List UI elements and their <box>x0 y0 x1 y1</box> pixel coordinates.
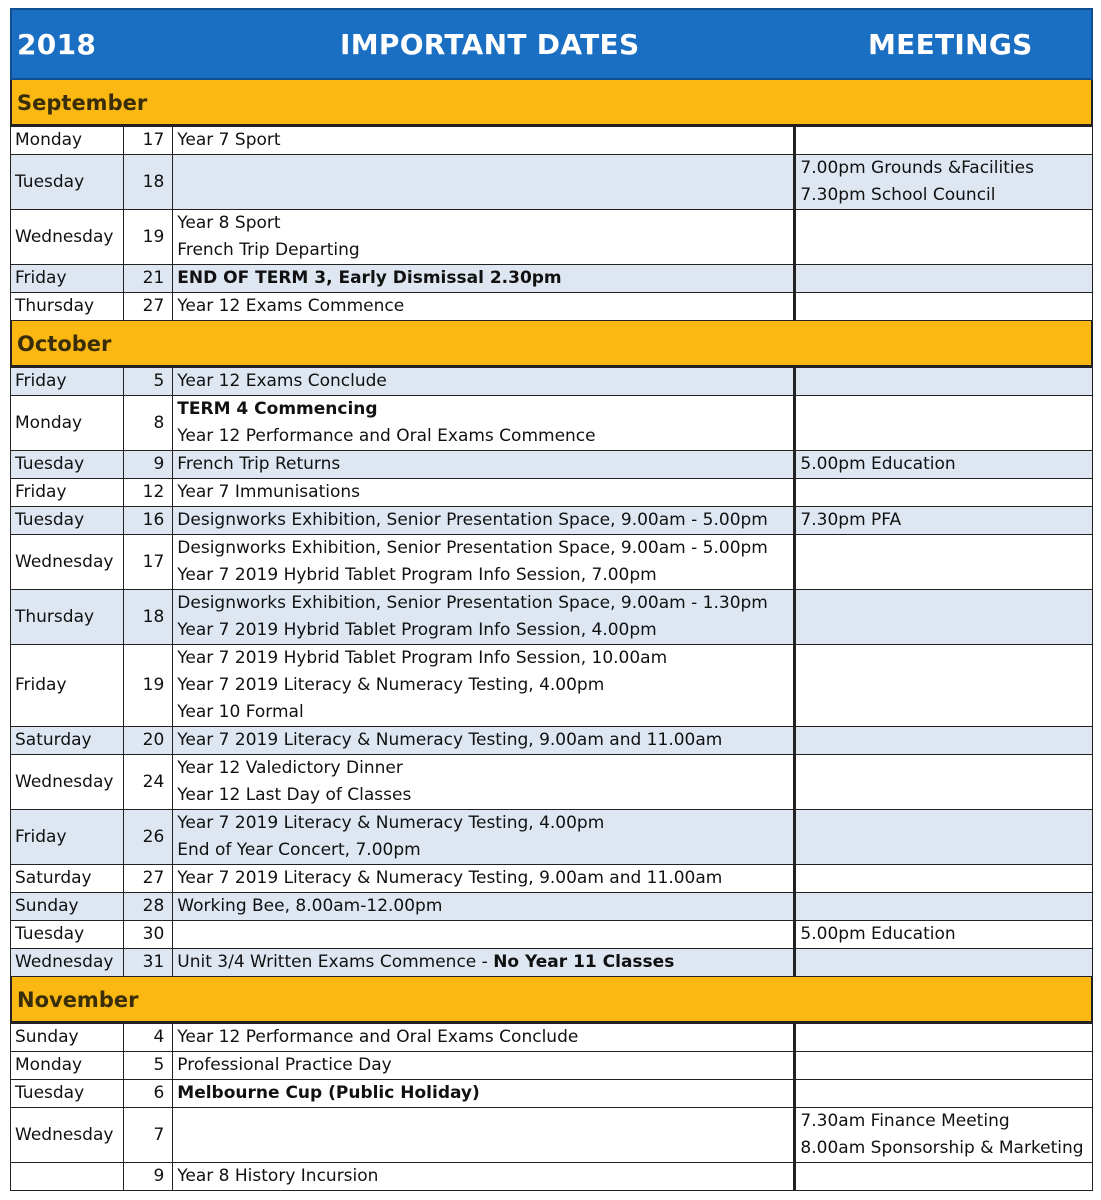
event-line: Year 7 Sport <box>177 130 281 150</box>
event-line: French Trip Departing <box>177 240 360 260</box>
event-line: Year 7 2019 Hybrid Tablet Program Info Session, 10.00am <box>177 648 668 668</box>
table-row <box>11 535 1093 590</box>
day-cell: Thursday <box>11 590 124 645</box>
meetings-cell <box>795 535 1093 590</box>
date-cell: 30 <box>124 921 173 949</box>
event-text-bold: No Year 11 Classes <box>493 952 675 972</box>
month-label: November <box>17 988 139 1012</box>
date-cell: 27 <box>124 865 173 893</box>
event-line: Year 8 History Incursion <box>177 1166 379 1186</box>
meetings-cell <box>795 479 1093 507</box>
meetings-cell <box>795 1163 1093 1191</box>
event-line: Year 12 Last Day of Classes <box>177 785 412 805</box>
events-cell <box>173 396 795 451</box>
table-row <box>11 949 1093 977</box>
meetings-cell <box>795 590 1093 645</box>
table-row <box>11 865 1093 893</box>
day-cell: Saturday <box>11 727 124 755</box>
meetings-cell <box>795 1108 1093 1163</box>
event-line: Year 12 Exams Conclude <box>177 371 387 391</box>
event-line: Designworks Exhibition, Senior Presentation Space, 9.00am - 5.00pm <box>177 510 768 530</box>
event-line <box>177 949 789 976</box>
day-cell: Friday <box>11 479 124 507</box>
date-cell: 17 <box>124 127 173 155</box>
meetings-cell <box>795 645 1093 727</box>
table-row <box>11 127 1093 155</box>
date-cell: 16 <box>124 507 173 535</box>
event-line: Designworks Exhibition, Senior Presentation Space, 9.00am - 5.00pm <box>177 538 768 558</box>
events-cell <box>173 1024 795 1052</box>
date-cell: 7 <box>124 1108 173 1163</box>
event-line: Year 7 2019 Literacy & Numeracy Testing, 4.00pm <box>177 813 605 833</box>
event-line: Year 12 Performance and Oral Exams Conclude <box>177 1027 579 1047</box>
events-cell <box>173 507 795 535</box>
date-cell: 19 <box>124 210 173 265</box>
date-cell: 8 <box>124 396 173 451</box>
table-row <box>11 590 1093 645</box>
day-cell: Friday <box>11 810 124 865</box>
day-cell: Monday <box>11 127 124 155</box>
meetings-cell <box>795 368 1093 396</box>
table-row <box>11 645 1093 727</box>
event-line: End of Year Concert, 7.00pm <box>177 840 421 860</box>
events-cell <box>173 535 795 590</box>
day-cell: Friday <box>11 645 124 727</box>
meetings-cell <box>795 949 1093 977</box>
day-cell: Tuesday <box>11 921 124 949</box>
event-line: Year 7 2019 Literacy & Numeracy Testing, 9.00am and 11.00am <box>177 868 723 888</box>
day-cell: Tuesday <box>11 155 124 210</box>
month-label: October <box>17 332 112 356</box>
table-row <box>11 155 1093 210</box>
meeting-line: 7.00pm Grounds &Facilities <box>800 158 1034 178</box>
meeting-line: 5.00pm Education <box>800 924 956 944</box>
month-table-september <box>10 126 1093 321</box>
day-cell: Sunday <box>11 893 124 921</box>
date-cell: 19 <box>124 645 173 727</box>
day-cell: Wednesday <box>11 210 124 265</box>
table-row <box>11 396 1093 451</box>
table-row <box>11 507 1093 535</box>
meetings-cell <box>795 265 1093 293</box>
table-row <box>11 727 1093 755</box>
day-cell: Friday <box>11 368 124 396</box>
event-text: Unit 3/4 Written Exams Commence - <box>177 952 494 972</box>
table-row <box>11 893 1093 921</box>
events-cell <box>173 155 795 210</box>
events-cell <box>173 1052 795 1080</box>
date-cell: 6 <box>124 1080 173 1108</box>
table-row <box>11 1108 1093 1163</box>
event-line: Year 7 2019 Literacy & Numeracy Testing, 9.00am and 11.00am <box>177 730 723 750</box>
day-cell <box>11 1163 124 1191</box>
table-row <box>11 1080 1093 1108</box>
table-row <box>11 479 1093 507</box>
event-line: Designworks Exhibition, Senior Presentation Space, 9.00am - 1.30pm <box>177 593 768 613</box>
table-row <box>11 265 1093 293</box>
event-line: Year 7 2019 Hybrid Tablet Program Info Session, 4.00pm <box>177 620 657 640</box>
day-cell: Tuesday <box>11 451 124 479</box>
meeting-line: 7.30pm School Council <box>800 185 996 205</box>
meetings-cell <box>795 921 1093 949</box>
meetings-cell <box>795 810 1093 865</box>
events-cell <box>173 1163 795 1191</box>
day-cell: Tuesday <box>11 1080 124 1108</box>
event-line: Year 8 Sport <box>177 213 281 233</box>
events-cell <box>173 810 795 865</box>
events-cell <box>173 949 795 977</box>
table-row <box>11 1163 1093 1191</box>
events-cell <box>173 865 795 893</box>
date-cell: 12 <box>124 479 173 507</box>
table-row <box>11 1024 1093 1052</box>
day-cell: Wednesday <box>11 1108 124 1163</box>
event-line: Professional Practice Day <box>177 1055 392 1075</box>
event-line: Year 12 Performance and Oral Exams Commence <box>177 426 596 446</box>
meetings-cell <box>795 1080 1093 1108</box>
events-cell <box>173 921 795 949</box>
date-cell: 9 <box>124 1163 173 1191</box>
day-cell: Sunday <box>11 1024 124 1052</box>
date-cell: 17 <box>124 535 173 590</box>
month-header-september <box>10 80 1093 126</box>
table-row <box>11 293 1093 321</box>
date-cell: 20 <box>124 727 173 755</box>
date-cell: 9 <box>124 451 173 479</box>
important-dates-heading: IMPORTANT DATES <box>340 28 640 61</box>
meetings-cell <box>795 865 1093 893</box>
month-table-october <box>10 367 1093 977</box>
date-cell: 24 <box>124 755 173 810</box>
event-line: TERM 4 Commencing <box>177 399 378 419</box>
events-cell <box>173 368 795 396</box>
events-cell <box>173 1108 795 1163</box>
day-cell: Friday <box>11 265 124 293</box>
day-cell: Wednesday <box>11 535 124 590</box>
date-cell: 26 <box>124 810 173 865</box>
table-row <box>11 810 1093 865</box>
meetings-cell <box>795 155 1093 210</box>
event-line: Year 10 Formal <box>177 702 304 722</box>
date-cell: 28 <box>124 893 173 921</box>
meetings-cell <box>795 1024 1093 1052</box>
date-cell: 27 <box>124 293 173 321</box>
events-cell <box>173 479 795 507</box>
meetings-heading: MEETINGS <box>868 28 1033 61</box>
meetings-cell <box>795 127 1093 155</box>
meeting-line: 8.00am Sponsorship & Marketing <box>800 1138 1084 1158</box>
year-heading: 2018 <box>17 28 97 61</box>
table-row <box>11 451 1093 479</box>
meetings-cell <box>795 1052 1093 1080</box>
meetings-cell <box>795 396 1093 451</box>
event-line: Year 7 2019 Hybrid Tablet Program Info Session, 7.00pm <box>177 565 657 585</box>
meetings-cell <box>795 755 1093 810</box>
day-cell: Wednesday <box>11 949 124 977</box>
month-header-october <box>10 321 1093 367</box>
events-cell <box>173 893 795 921</box>
event-line: French Trip Returns <box>177 454 341 474</box>
meetings-cell <box>795 893 1093 921</box>
calendar-header <box>10 8 1093 80</box>
event-line: Year 12 Exams Commence <box>177 296 405 316</box>
event-line: END OF TERM 3, Early Dismissal 2.30pm <box>177 268 562 288</box>
events-cell <box>173 755 795 810</box>
event-line: Melbourne Cup (Public Holiday) <box>177 1083 480 1103</box>
event-line: Working Bee, 8.00am-12.00pm <box>177 896 443 916</box>
events-cell <box>173 590 795 645</box>
events-cell <box>173 451 795 479</box>
meeting-line: 7.30pm PFA <box>800 510 902 530</box>
date-cell: 4 <box>124 1024 173 1052</box>
day-cell: Tuesday <box>11 507 124 535</box>
table-row <box>11 210 1093 265</box>
event-line: Year 7 2019 Literacy & Numeracy Testing, 4.00pm <box>177 675 605 695</box>
table-row <box>11 755 1093 810</box>
event-line: Year 12 Valedictory Dinner <box>177 758 403 778</box>
meetings-cell <box>795 727 1093 755</box>
table-row <box>11 921 1093 949</box>
date-cell: 5 <box>124 368 173 396</box>
calendar-sheet <box>10 8 1093 1191</box>
date-cell: 18 <box>124 590 173 645</box>
date-cell: 5 <box>124 1052 173 1080</box>
events-cell <box>173 210 795 265</box>
meetings-cell <box>795 210 1093 265</box>
day-cell: Thursday <box>11 293 124 321</box>
events-cell <box>173 293 795 321</box>
day-cell: Wednesday <box>11 755 124 810</box>
meeting-line: 7.30am Finance Meeting <box>800 1111 1010 1131</box>
month-label: September <box>17 91 148 115</box>
day-cell: Monday <box>11 1052 124 1080</box>
date-cell: 18 <box>124 155 173 210</box>
meetings-cell <box>795 293 1093 321</box>
calendar-body <box>10 80 1093 1191</box>
date-cell: 21 <box>124 265 173 293</box>
events-cell <box>173 645 795 727</box>
events-cell <box>173 1080 795 1108</box>
events-cell <box>173 127 795 155</box>
events-cell <box>173 265 795 293</box>
event-line: Year 7 Immunisations <box>177 482 360 502</box>
meetings-cell <box>795 451 1093 479</box>
month-header-november <box>10 977 1093 1023</box>
events-cell <box>173 727 795 755</box>
meetings-cell <box>795 507 1093 535</box>
meeting-line: 5.00pm Education <box>800 454 956 474</box>
table-row <box>11 1052 1093 1080</box>
day-cell: Saturday <box>11 865 124 893</box>
table-row <box>11 368 1093 396</box>
date-cell: 31 <box>124 949 173 977</box>
day-cell: Monday <box>11 396 124 451</box>
month-table-november <box>10 1023 1093 1191</box>
